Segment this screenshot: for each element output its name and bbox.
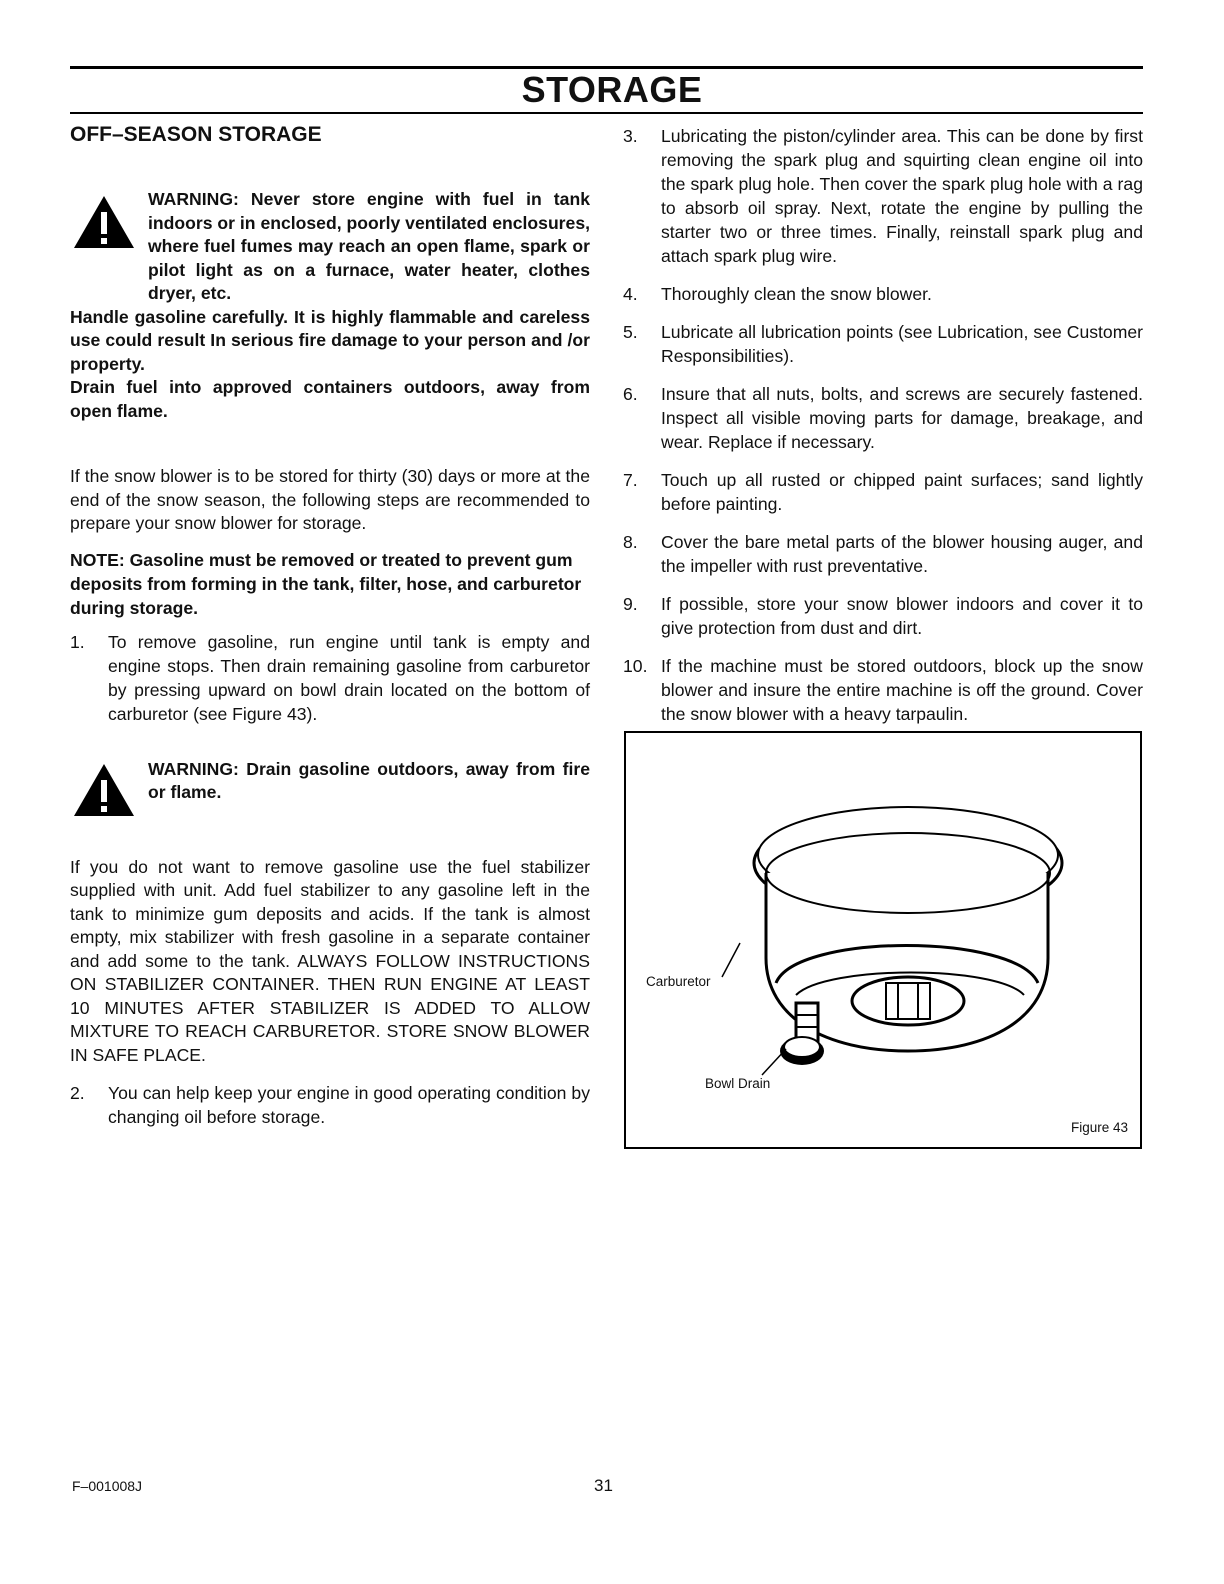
figure-43	[624, 731, 1142, 1149]
list-item	[623, 124, 1143, 268]
step-number: 9.	[623, 594, 638, 614]
step-number: 1.	[70, 631, 85, 652]
step-text: You can help keep your engine in good operating condition by changing oil before storage.	[108, 1083, 590, 1127]
step-number: 8.	[623, 532, 638, 552]
step-text: Touch up all rusted or chipped paint surfaces; sand lightly before painting.	[661, 470, 1143, 514]
figure-caption: Figure 43	[1070, 1120, 1128, 1135]
warning-icon	[72, 194, 136, 250]
step-text: Lubricating the piston/cylinder area. This can be done by first removing the spark plug and squirting clean engine oil into the spark plug hole. Then cover the spark plug hole with a rag to absorb oil spray. Next, rotate the engine by pulling the starter two or three times. Finally, reinstall spark plug and attach spark plug wire.	[661, 126, 1143, 266]
list-item	[70, 1081, 590, 1129]
list-item	[623, 382, 1143, 454]
step-number: 6.	[623, 384, 638, 404]
step-number: 10.	[623, 656, 648, 676]
list-item	[623, 530, 1143, 578]
step-number: 2.	[70, 1083, 85, 1103]
label-bowl-drain: Bowl Drain	[705, 1076, 771, 1091]
left-column	[70, 118, 590, 1129]
section-heading: OFF–SEASON STORAGE	[70, 123, 322, 146]
left-steps-2	[70, 1081, 590, 1129]
warning-1-line-2: Handle gasoline carefully. It is highly flammable and careless use could result In serious fire damage to your person and /or property.	[70, 306, 590, 374]
step-text: If possible, store your snow blower indoors and cover it to give protection from dust and dirt.	[661, 594, 1143, 638]
step-text: To remove gasoline, run engine until tank is empty and engine stops. Then drain remaining gasoline from carburetor by pressing upward on bowl drain located on the bottom of carburetor (see Figure 43).	[108, 631, 590, 724]
list-item	[623, 468, 1143, 516]
stabilizer-paragraph: If you do not want to remove gasoline use the fuel stabilizer supplied with unit. Add fuel stabilizer to any gasoline left in the tank to minimize gum deposits and acids. If the tank is almost empty, mix stabilizer with fresh gasoline in a separate container and add some to the tank. ALWAYS FOLLOW INSTRUCTIONS ON STABILIZER CONTAINER. THEN RUN ENGINE AT LEAST 10 MINUTES AFTER STABILIZER IS ADDED TO ALLOW MIXTURE TO REACH CARBURETOR. STORE SNOW BLOWER IN SAFE PLACE.	[70, 856, 590, 1065]
carburetor-illustration	[626, 733, 1140, 1147]
list-item	[623, 654, 1143, 726]
list-item	[623, 592, 1143, 640]
label-carburetor: Carburetor	[646, 974, 711, 989]
step-number: 5.	[623, 322, 638, 342]
step-number: 3.	[623, 126, 638, 146]
note-paragraph: NOTE: Gasoline must be removed or treated to prevent gum deposits from forming in the tank, filter, hose, and carburetor during storage.	[70, 549, 582, 618]
page-title: STORAGE	[521, 69, 703, 110]
warning-1-line-3: Drain fuel into approved containers outdoors, away from open flame.	[70, 377, 590, 421]
step-text: Cover the bare metal parts of the blower housing auger, and the impeller with rust preventative.	[661, 532, 1143, 576]
right-column	[623, 124, 1143, 726]
step-number: 7.	[623, 470, 638, 490]
title-underline	[70, 112, 1143, 114]
step-text: Insure that all nuts, bolts, and screws are securely fastened. Inspect all visible moving parts for damage, breakage, and wear. Replace if necessary.	[661, 384, 1143, 452]
step-number: 4.	[623, 284, 638, 304]
step-text: Lubricate all lubrication points (see Lubrication, see Customer Responsibilities).	[661, 322, 1143, 366]
list-item	[623, 282, 1143, 306]
left-steps	[70, 630, 590, 726]
step-text: Thoroughly clean the snow blower.	[661, 284, 932, 304]
warning-icon	[72, 762, 136, 818]
list-item	[70, 630, 590, 726]
list-item	[623, 320, 1143, 368]
intro-paragraph: If the snow blower is to be stored for thirty (30) days or more at the end of the snow season, the following steps are recommended to prepare your snow blower for storage.	[70, 466, 590, 533]
document-code: F–001008J	[72, 1478, 143, 1494]
warning-2-text: WARNING: Drain gasoline outdoors, away from fire or flame.	[148, 758, 590, 802]
right-steps	[623, 124, 1143, 726]
warning-block-2	[70, 758, 590, 828]
page-number: 31	[594, 1476, 613, 1495]
warning-1-line-1: WARNING: Never store engine with fuel in tank indoors or in enclosed, poorly ventilated enclosures, where fuel fumes may reach an open flame, spark or pilot light as on a furnace, water heater, clothes dryer, etc.	[148, 189, 590, 303]
step-text: If the machine must be stored outdoors, block up the snow blower and insure the entire machine is off the ground. Cover the snow blower with a heavy tarpaulin.	[661, 656, 1143, 724]
warning-block-1	[70, 188, 590, 423]
